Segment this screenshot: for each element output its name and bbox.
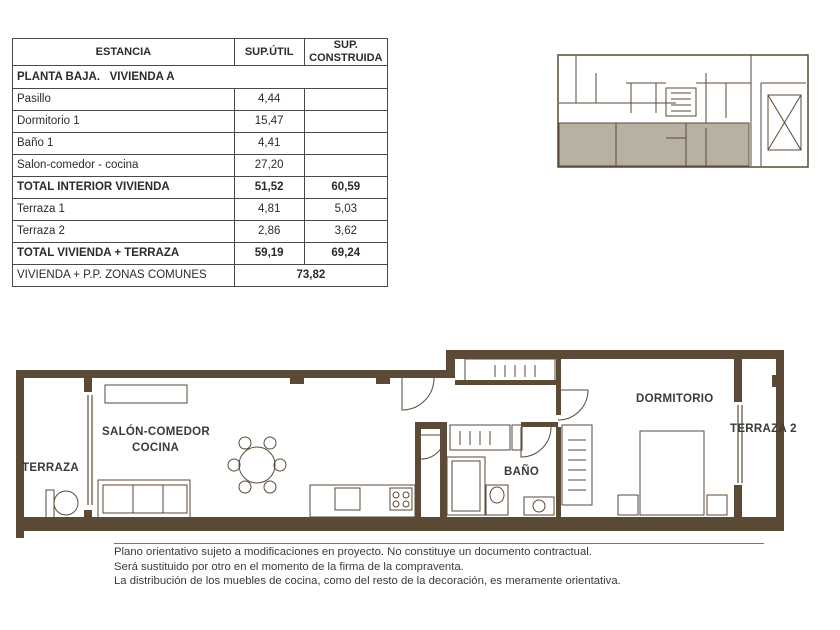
header-sup-construida: SUP. CONSTRUIDA xyxy=(304,39,387,66)
disclaimer-line: La distribución de los muebles de cocina, como del resto de la decoración, es meramente orientativa. xyxy=(114,575,621,587)
row-util: 4,44 xyxy=(234,89,304,111)
label-bano: BAÑO xyxy=(504,466,540,478)
disclaimer-line: Será sustituido por otro en el momento de la firma de la compraventa. xyxy=(114,560,464,573)
row-util: 15,47 xyxy=(234,111,304,133)
table-row xyxy=(13,199,388,221)
row-name: Dormitorio 1 xyxy=(13,111,235,133)
row-construida xyxy=(304,133,387,155)
terrace-furniture xyxy=(46,490,78,518)
label-dormitorio: DORMITORIO xyxy=(636,393,714,405)
table-row xyxy=(13,155,388,177)
section-row xyxy=(13,66,388,89)
bedroom-furniture xyxy=(562,425,727,515)
row-construida xyxy=(304,155,387,177)
common-zones-value: 73,82 xyxy=(234,265,387,287)
row-name: Terraza 2 xyxy=(13,221,235,243)
row-construida: 3,62 xyxy=(304,221,387,243)
row-name: Pasillo xyxy=(13,89,235,111)
row-util: 4,81 xyxy=(234,199,304,221)
total-terrace-row xyxy=(13,243,388,265)
total-terrace-util: 59,19 xyxy=(234,243,304,265)
floor-plan xyxy=(10,345,810,545)
row-util: 2,86 xyxy=(234,221,304,243)
header-sup-util: SUP.ÚTIL xyxy=(234,39,304,66)
label-terraza-2: TERRAZA 2 xyxy=(730,423,797,435)
disclaimer xyxy=(114,543,764,589)
header-estancia: ESTANCIA xyxy=(13,39,235,66)
total-interior-name: TOTAL INTERIOR VIVIENDA xyxy=(13,177,235,199)
key-plan-thumbnail xyxy=(556,53,811,171)
row-name: Salon-comedor - cocina xyxy=(13,155,235,177)
surface-table xyxy=(12,38,388,287)
row-construida xyxy=(304,111,387,133)
table-row xyxy=(13,111,388,133)
table-header-row xyxy=(13,39,388,66)
common-zones-name: VIVIENDA + P.P. ZONAS COMUNES xyxy=(13,265,235,287)
section-title: PLANTA BAJA. VIVIENDA A xyxy=(13,66,388,89)
total-terrace-name: TOTAL VIVIENDA + TERRAZA xyxy=(13,243,235,265)
table-row xyxy=(13,89,388,111)
table-row xyxy=(13,221,388,243)
total-terrace-construida: 69,24 xyxy=(304,243,387,265)
total-interior-row xyxy=(13,177,388,199)
wardrobe-hall xyxy=(450,359,555,450)
table-row xyxy=(13,133,388,155)
row-name: Baño 1 xyxy=(13,133,235,155)
disclaimer-line: Plano orientativo sujeto a modificaciones en proyecto. No constituye un documento contractual. xyxy=(114,546,592,558)
row-construida xyxy=(304,89,387,111)
key-plan-highlight xyxy=(559,123,749,166)
row-construida: 5,03 xyxy=(304,199,387,221)
common-zones-row xyxy=(13,265,388,287)
label-cocina: COCINA xyxy=(132,442,180,454)
label-terraza: TERRAZA xyxy=(22,462,80,474)
row-util: 27,20 xyxy=(234,155,304,177)
total-interior-construida: 60,59 xyxy=(304,177,387,199)
total-interior-util: 51,52 xyxy=(234,177,304,199)
row-name: Terraza 1 xyxy=(13,199,235,221)
row-util: 4,41 xyxy=(234,133,304,155)
label-salon: SALÓN-COMEDOR xyxy=(102,426,211,438)
